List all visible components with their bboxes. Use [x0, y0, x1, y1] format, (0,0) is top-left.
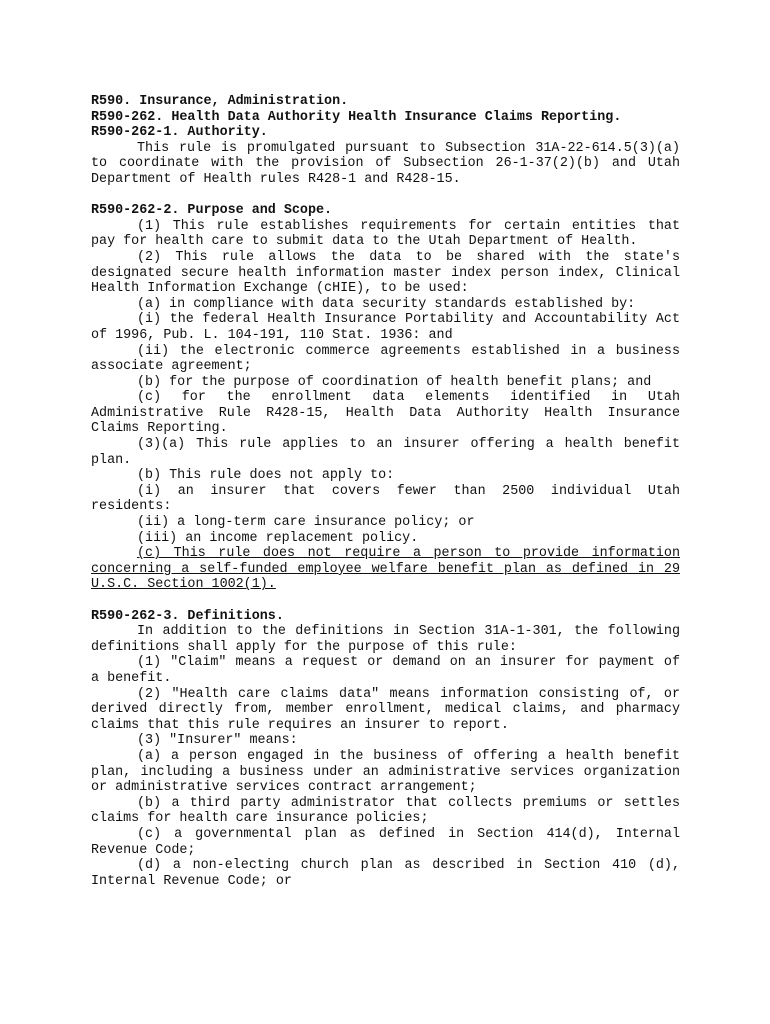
paragraph-2a-ii: (ii) the electronic commerce agreements established in a business associate agreement; [91, 343, 680, 375]
definitions-intro: In addition to the definitions in Section 31A-1-301, the following definitions shall apply for the purpose of this rule: [91, 624, 680, 655]
section-heading-authority: R590-262-1. Authority. [91, 125, 268, 141]
chapter-heading: R590. Insurance, Administration. [91, 94, 349, 109]
paragraph-3b-i: (i) an insurer that covers fewer than 2500 individual Utah residents: [91, 483, 680, 515]
paragraph-3c-amendment: (c) This rule does not require a person to provide information concerning a self-funded employee welfare benefit plan as defined in 29 U.S.C. Section 1002(1). [91, 546, 680, 593]
paragraph-2a: (a) in compliance with data security standards established by: [137, 296, 636, 312]
section-heading-definitions: R590-262-3. Definitions. [91, 608, 284, 624]
paragraph-3b-ii: (ii) a long-term care insurance policy; or [137, 515, 475, 531]
definition-3c: (c) a governmental plan as defined in Section 414(d), Internal Revenue Code; [91, 826, 680, 858]
definition-3b: (b) a third party administrator that collects premiums or settles claims for health care insurance policies; [91, 795, 680, 827]
definition-2: (2) "Health care claims data" means information consisting of, or derived directly from, member enrollment, medical claims, and pharmacy claims that this rule requires an insurer to report. [91, 686, 680, 733]
paragraph-authority: This rule is promulgated pursuant to Subsection 31A-22-614.5(3)(a) to coordinate with the provision of Subsection 26-1-37(2)(b) and Utah Department of Health rules R428-1 and R428-15. [91, 140, 680, 187]
paragraph-2b: (b) for the purpose of coordination of health benefit plans; and [137, 374, 652, 390]
definition-1: (1) "Claim" means a request or demand on an insurer for payment of a benefit. [91, 655, 680, 686]
paragraph-3b-iii: (iii) an income replacement policy. [137, 530, 419, 546]
paragraph-2c: (c) for the enrollment data elements identified in Utah Administrative Rule R428-15, Health Data Authority Health Insurance Claims Reporting. [91, 390, 680, 437]
paragraph-2: (2) This rule allows the data to be shared with the state's designated secure health information master index person index, Clinical Health Information Exchange (cHIE), to be used: [91, 249, 680, 297]
rule-heading: R590-262. Health Data Authority Health Insurance Claims Reporting. [91, 109, 622, 125]
paragraph-3b: (b) This rule does not apply to: [137, 468, 395, 484]
paragraph-1: (1) This rule establishes requirements for certain entities that pay for health care to submit data to the Utah Department of Health. [91, 218, 680, 250]
definition-3d: (d) a non-electing church plan as described in Section 410 (d), Internal Revenue Code; or [91, 858, 680, 889]
paragraph-2a-i: (i) the federal Health Insurance Portability and Accountability Act of 1996, Pub. L. 104-191, 110 Stat. 1936: and [91, 312, 680, 343]
section-heading-purpose: R590-262-2. Purpose and Scope. [91, 203, 333, 219]
spacer [91, 188, 680, 204]
paragraph-3a: (3)(a) This rule applies to an insurer offering a health benefit plan. [91, 437, 680, 468]
definition-3a: (a) a person engaged in the business of offering a health benefit plan, including a business under an administrative services organization or administrative services contract arrangement; [91, 748, 680, 796]
rule-document [91, 94, 680, 889]
spacer [91, 593, 680, 609]
definition-3: (3) "Insurer" means: [137, 733, 298, 749]
